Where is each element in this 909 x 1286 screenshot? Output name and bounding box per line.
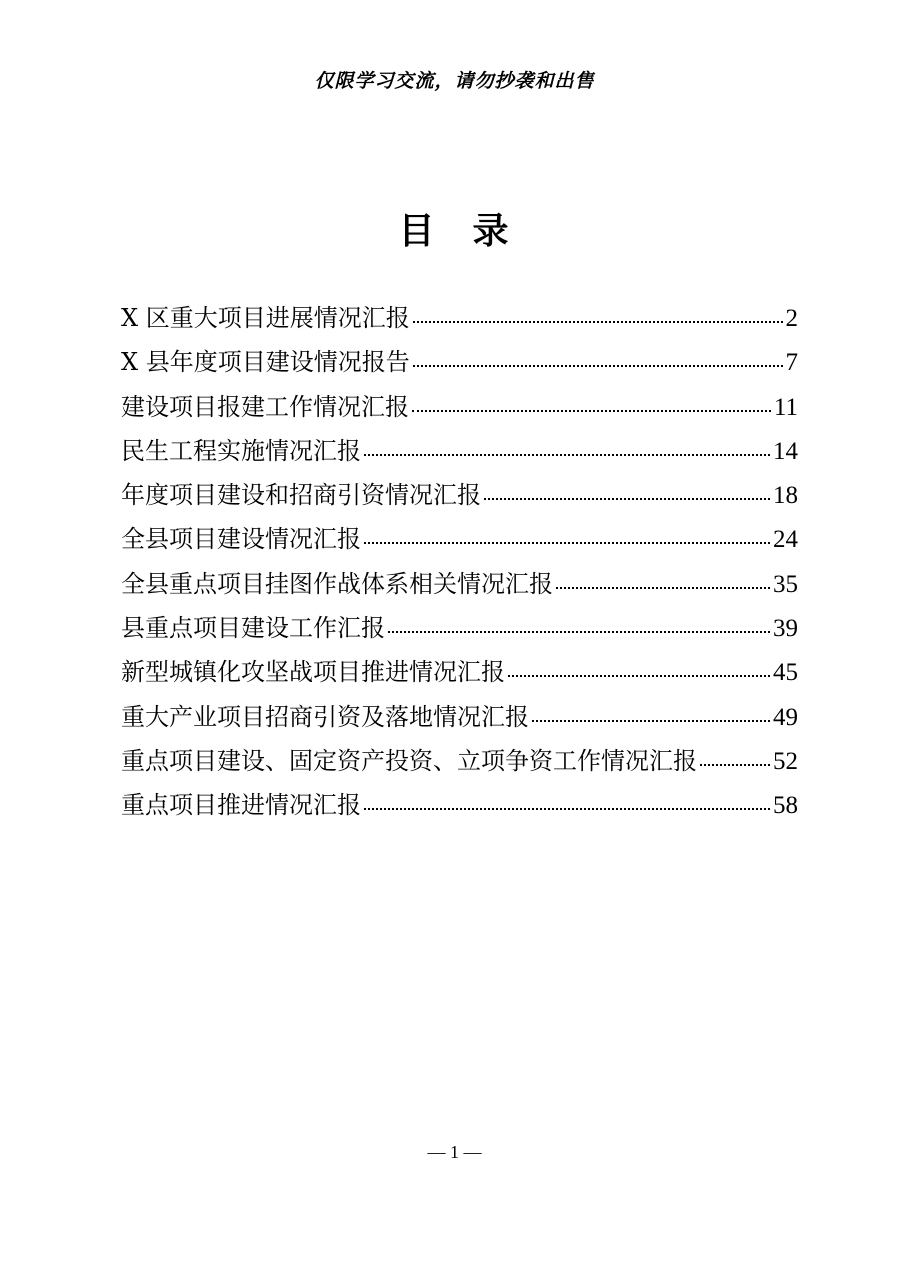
- page-title: [0, 203, 909, 254]
- toc-entry-title: X 县年度项目建设情况报告: [121, 348, 410, 377]
- toc-entry[interactable]: [121, 296, 798, 340]
- toc-entry-title: 新型城镇化攻坚战项目推进情况汇报: [121, 658, 505, 687]
- toc-entry-page: 2: [785, 305, 798, 332]
- toc-leader-dots: [364, 808, 770, 810]
- toc-leader-dots: [532, 720, 770, 722]
- toc-entry[interactable]: [121, 739, 798, 783]
- page-title-right: 录: [472, 210, 511, 252]
- toc-leader-dots: [700, 764, 770, 766]
- toc-entry-page: 58: [773, 792, 798, 820]
- toc-entry-page: 7: [785, 349, 798, 377]
- toc-entry-title: 全县重点项目挂图作战体系相关情况汇报: [121, 569, 553, 598]
- toc-entry-page: 52: [773, 747, 798, 775]
- toc-list: [121, 296, 798, 828]
- toc-entry-title: 民生工程实施情况汇报: [121, 436, 361, 465]
- toc-leader-dots: [484, 498, 770, 500]
- toc-entry[interactable]: [121, 650, 798, 694]
- toc-entry-page: 49: [773, 703, 798, 731]
- toc-entry-title: 重点项目推进情况汇报: [121, 791, 361, 820]
- toc-entry-page: 24: [773, 526, 798, 554]
- toc-entry[interactable]: [121, 517, 798, 561]
- page-title-left: 目: [398, 210, 437, 252]
- toc-entry-title: 重点项目建设、固定资产投资、立项争资工作情况汇报: [121, 746, 697, 775]
- toc-entry[interactable]: [121, 340, 798, 384]
- toc-entry-title: 县重点项目建设工作汇报: [121, 614, 385, 643]
- toc-entry[interactable]: [121, 695, 798, 739]
- toc-entry[interactable]: [121, 429, 798, 473]
- toc-entry-page: 11: [773, 393, 798, 421]
- toc-entry-title: 全县项目建设情况汇报: [121, 525, 361, 554]
- toc-leader-dots: [364, 542, 770, 544]
- toc-entry[interactable]: [121, 473, 798, 517]
- toc-entry[interactable]: [121, 606, 798, 650]
- toc-leader-dots: [508, 675, 770, 677]
- toc-leader-dots: [413, 321, 783, 323]
- toc-leader-dots: [413, 365, 783, 367]
- toc-entry[interactable]: [121, 562, 798, 606]
- toc-entry-page: 35: [773, 570, 798, 598]
- header-note: 仅限学习交流，请勿抄袭和出售: [314, 70, 595, 92]
- toc-entry[interactable]: [121, 385, 798, 429]
- toc-entry-title: 年度项目建设和招商引资情况汇报: [121, 481, 481, 510]
- toc-leader-dots: [412, 410, 771, 412]
- page-number: — 1 —: [427, 1142, 482, 1162]
- toc-leader-dots: [388, 631, 770, 633]
- toc-entry-title: 建设项目报建工作情况汇报: [121, 392, 409, 421]
- toc-entry-page: 45: [773, 659, 798, 687]
- toc-entry-page: 39: [773, 615, 798, 643]
- toc-entry-page: 18: [773, 482, 798, 510]
- toc-entry-title: 重大产业项目招商引资及落地情况汇报: [121, 702, 529, 731]
- toc-entry-title: X 区重大项目进展情况汇报: [121, 304, 410, 332]
- toc-leader-dots: [364, 454, 770, 456]
- toc-entry[interactable]: [121, 783, 798, 827]
- toc-entry-page: 14: [773, 437, 798, 465]
- toc-leader-dots: [556, 587, 770, 589]
